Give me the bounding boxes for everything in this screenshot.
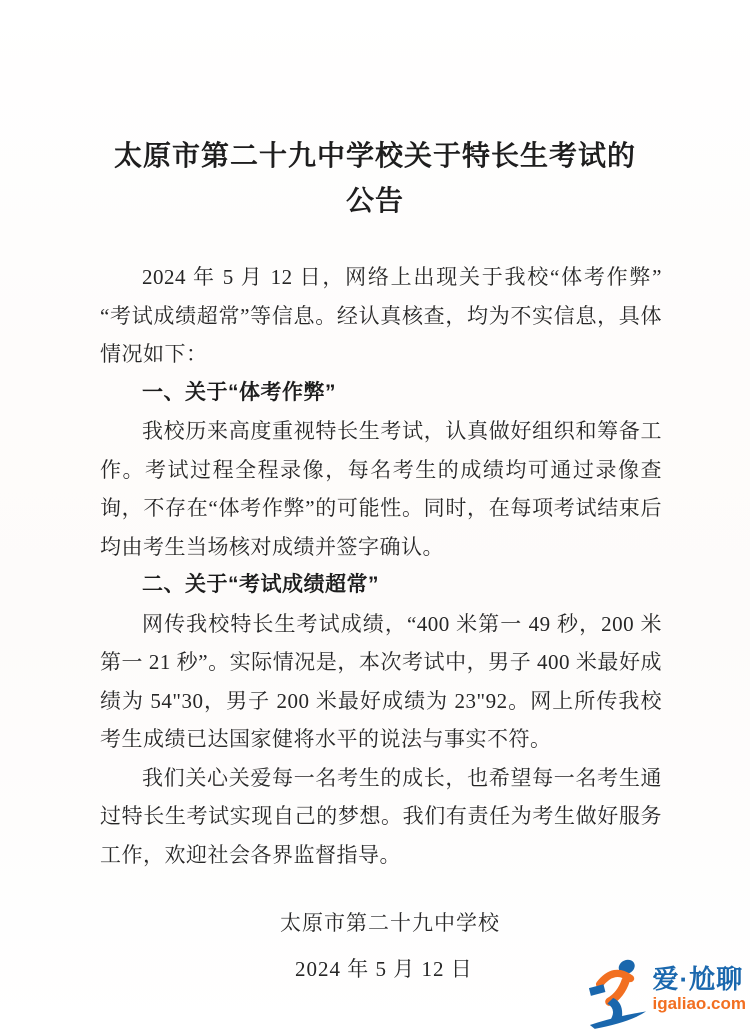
paragraph-intro: 2024 年 5 月 12 日，网络上出现关于我校“体考作弊”“考试成绩超常”等信息。经认真核查，均为不实信息，具体情况如下： [100,265,662,366]
watermark-brand-name: 爱·尬聊 [652,963,744,994]
paragraph-section-2: 网传我校特长生考试成绩，“400 米第一 49 秒，200 米第一 21 秒”。实际情况是，本次考试中，男子 400 米最好成绩为 54"30，男子 200 米最好成绩为 23"92。网上所传我校考生成绩已达国家健将水平的说法与事实不符。 [100,611,662,751]
document-body [100,258,662,874]
watermark-brand-url: igaliao.com [652,993,746,1013]
section-heading-2: 二、关于“考试成绩超常” [142,573,379,596]
title-line-1: 太原市第二十九中学校关于特长生考试的 [113,141,636,172]
title-line-2: 公告 [345,186,404,217]
running-figure-icon [587,954,649,1032]
signature-organization: 太原市第二十九中学校 [280,911,500,935]
paragraph-section-1: 我校历来高度重视特长生考试，认真做好组织和筹备工作。考试过程全程录像，每名考生的成绩均可通过录像查询，不存在“体考作弊”的可能性。同时，在每项考试结束后均由考生当场核对成绩并签字确认。 [100,419,662,559]
page-title [58,134,692,224]
watermark-text [652,964,746,1023]
signature-date: 2024 年 5 月 12 日 [295,957,473,981]
paragraph-closing: 我们关心关爱每一名考生的成长，也希望每一名考生通过特长生考试实现自己的梦想。我们有责任为考生做好服务工作，欢迎社会各界监督指导。 [100,765,662,867]
igaliao-watermark [587,954,746,1032]
section-heading-1: 一、关于“体考作弊” [142,380,336,404]
